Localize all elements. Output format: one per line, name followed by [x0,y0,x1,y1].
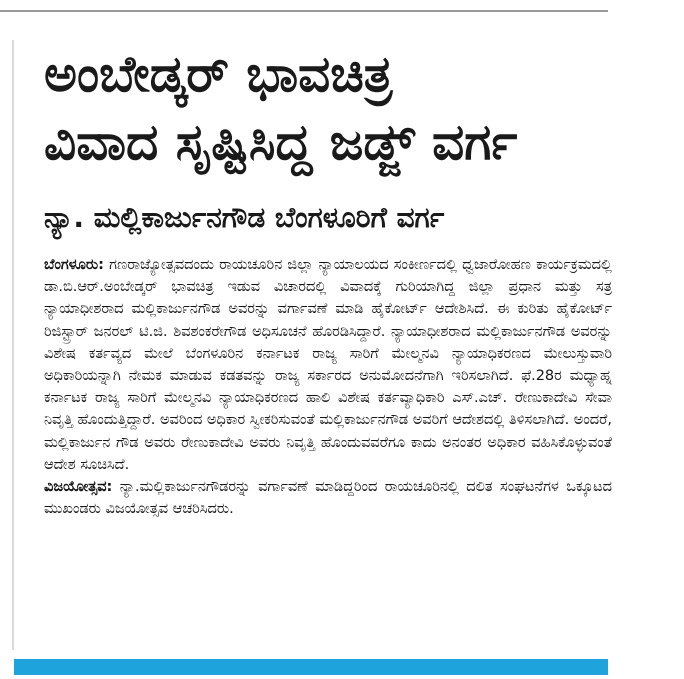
headline-line-1: ಅಂಬೇಡ್ಕರ್ ಭಾವಚಿತ್ರ [44,45,393,103]
headline [44,40,604,176]
article-text-2: ನ್ಯಾ.ಮಲ್ಲಿಕಾರ್ಜುನಗೌಡರನ್ನು ವರ್ಗಾವಣೆ ಮಾಡಿದ್ದರಿಂದ ರಾಯಚೂರಿನಲ್ಲಿ ದಲಿತ ಸಂಘಟನೆಗಳ ಒಕ್ಕೂಟದ ಮುಖಂಡರು ವಿಜಯೋತ್ಸವ ಆಚರಿಸಿದರು. [44,479,612,518]
section-label: ವಿಜಯೋತ್ಸವ: [44,479,113,496]
dateline: ಬೆಂಗಳೂರು: [44,257,104,273]
subheadline: ನ್ಯಾ. ಮಲ್ಲಿಕಾರ್ಜುನಗೌಡ ಬೆಂಗಳೂರಿಗೆ ವರ್ಗ [44,201,445,234]
column-rule [12,40,14,650]
bottom-accent-bar [14,659,608,675]
headline-line-2: ವಿವಾದ ಸೃಷ್ಟಿಸಿದ್ದ ಜಡ್ಜ್ ವರ್ಗ [44,113,518,171]
top-rule [0,10,608,12]
article-text-1: ಗಣರಾಜ್ಯೋತ್ಸವದಂದು ರಾಯಚೂರಿನ ಜಿಲ್ಲಾ ನ್ಯಾಯಾಲಯದ ಸಂಕೀರ್ಣದಲ್ಲಿ ಧ್ವಜಾರೋಹಣ ಕಾರ್ಯಕ್ರಮದಲ್ಲಿ ಡಾ.ಬಿ.ಆರ್.ಅಂಬೇಡ್ಕರ್ ಭಾವಚಿತ್ರ ಇಡುವ ವಿಚಾರದಲ್ಲಿ ವಿವಾದಕ್ಕೆ ಗುರಿಯಾಗಿದ್ದ ಜಿಲ್ಲಾ ಪ್ರಧಾನ ಮತ್ತು ಸತ್ರ ನ್ಯಾಯಾಧೀಶರಾದ ಮಲ್ಲಿಕಾರ್ಜುನಗೌಡ ಅವರನ್ನು ವರ್ಗಾವಣೆ ಮಾಡಿ ಹೈಕೋರ್ಟ್ ಆದೇಶಿಸಿದೆ. ಈ ಕುರಿತು ಹೈಕೋರ್ಟ್ ರಿಜಿಸ್ಟ್ರಾರ್ ಜನರಲ್ ಟಿ.ಜಿ. ಶಿವಶಂಕರೇಗೌಡ ಅಧಿಸೂಚನೆ ಹೊರಡಿಸಿದ್ದಾರೆ. ನ್ಯಾಯಾಧೀಶರಾದ ಮಲ್ಲಿಕಾರ್ಜುನಗೌಡ ಅವರನ್ನು ವಿಶೇಷ ಕರ್ತವ್ಯದ ಮೇಲೆ ಬೆಂಗಳೂರಿನ ಕರ್ನಾಟಕ ರಾಜ್ಯ ಸಾರಿಗೆ ಮೇಲ್ಮನವಿ ನ್ಯಾಯಾಧಿಕರಣದ ಮೇಲುಸ್ತುವಾರಿ ಅಧಿಕಾರಿಯನ್ನಾಗಿ ನೇಮಕ ಮಾಡುವ ಕಡತವನ್ನು ರಾಜ್ಯ ಸರ್ಕಾರದ ಅನುಮೋದನೆಗಾಗಿ ಇರಿಸಲಾಗಿದೆ. ಫೆ.28ರ ಮಧ್ಯಾಹ್ನ ಕರ್ನಾಟಕ ರಾಜ್ಯ ಸಾರಿಗೆ ಮೇಲ್ಮನವಿ ನ್ಯಾಯಾಧಿಕರಣದ ಹಾಲಿ ವಿಶೇಷ ಕರ್ತವ್ಯಾಧಿಕಾರಿ ಎಸ್.ಎಚ್. ರೇಣುಕಾದೇವಿ ಸೇವಾ ನಿವೃತ್ತಿ ಹೊಂದುತ್ತಿದ್ದಾರೆ. ಅವರಿಂದ ಅಧಿಕಾರ ಸ್ವೀಕರಿಸುವಂತೆ ಮಲ್ಲಿಕಾರ್ಜುನಗೌಡ ಅವರಿಗೆ ಆದೇಶದಲ್ಲಿ ತಿಳಿಸಲಾಗಿದೆ. ಅಂದರೆ, ಮಲ್ಲಿಕಾರ್ಜುನ ಗೌಡ ಅವರು ರೇಣುಕಾದೇವಿ ಅವರು ನಿವೃತ್ತಿ ಹೊಂದುವವರೆಗೂ ಕಾದು ಅನಂತರ ಅಧಿಕಾರ ವಹಿಸಿಕೊಳ್ಳುವಂತೆ ಆದೇಶ ಸೂಚಿಸಿದೆ. [44,257,612,473]
article-paragraph-2 [44,476,612,520]
article-body [44,254,612,520]
article-paragraph-1 [44,254,612,476]
